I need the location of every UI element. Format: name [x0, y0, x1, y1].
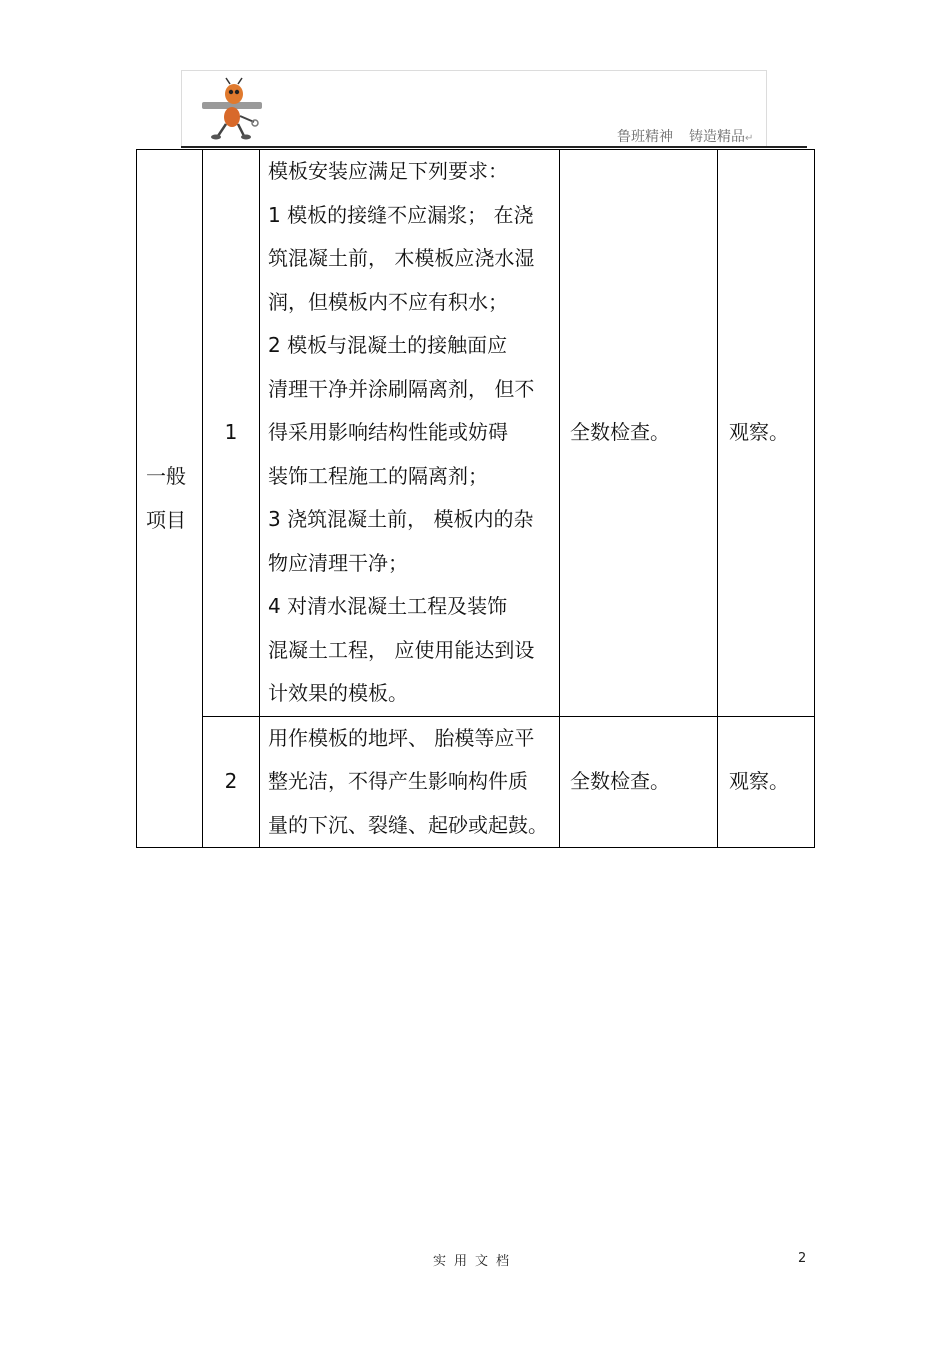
requirement-cell — [260, 150, 560, 717]
item-number: 2 — [203, 716, 260, 848]
requirement-line: 计效果的模板。 — [268, 681, 408, 705]
table-row — [137, 150, 815, 717]
category-line: 一般 — [146, 464, 186, 488]
requirement-line: 4 对清水混凝土工程及装饰 — [268, 594, 508, 618]
check-method: 观察。 — [718, 150, 815, 717]
requirement-line: 装饰工程施工的隔离剂； — [268, 463, 488, 488]
requirement-line: 整光洁，不得产生影响构件质 — [268, 769, 528, 793]
page-number: 2 — [798, 1251, 807, 1266]
slogan-left: 鲁班精神 — [617, 129, 673, 145]
footer-text: 实用文档 — [432, 1254, 517, 1269]
check-method: 观察。 — [718, 716, 815, 848]
slogan-right: 铸造精品 — [689, 129, 745, 145]
requirement-line: 物应清理干净； — [268, 550, 408, 575]
requirement-line: 1 模板的接缝不应漏浆； 在浇 — [268, 202, 534, 227]
header-rule — [181, 146, 807, 148]
requirement-line: 用作模板的地坪、 胎模等应平 — [268, 725, 535, 750]
requirement-line: 混凝土工程， 应使用能达到设 — [268, 637, 535, 662]
requirement-line: 量的下沉、裂缝、起砂或起鼓。 — [268, 812, 548, 837]
check-quantity: 全数检查。 — [560, 716, 718, 848]
requirement-line: 筑混凝土前， 木模板应浇水湿 — [268, 246, 535, 270]
category-cell — [137, 150, 203, 848]
check-quantity: 全数检查。 — [560, 150, 718, 717]
item-number: 1 — [203, 150, 260, 717]
ant-mascot-logo-icon — [200, 76, 264, 142]
table-row — [137, 716, 815, 848]
return-mark: ↵ — [745, 133, 754, 144]
requirement-line: 2 模板与混凝土的接触面应 — [268, 333, 508, 357]
requirement-line: 模板安装应满足下列要求： — [268, 159, 508, 183]
requirement-line: 清理干净并涂刷隔离剂， 但不 — [268, 376, 535, 401]
requirement-line: 得采用影响结构性能或妨碍 — [268, 420, 508, 444]
requirement-line: 润，但模板内不应有积水； — [268, 289, 508, 314]
category-line: 项目 — [146, 507, 186, 532]
requirement-line: 3 浇筑混凝土前， 模板内的杂 — [268, 507, 534, 531]
inspection-table — [136, 149, 815, 848]
header-slogan — [617, 126, 753, 146]
requirement-cell — [260, 716, 560, 848]
